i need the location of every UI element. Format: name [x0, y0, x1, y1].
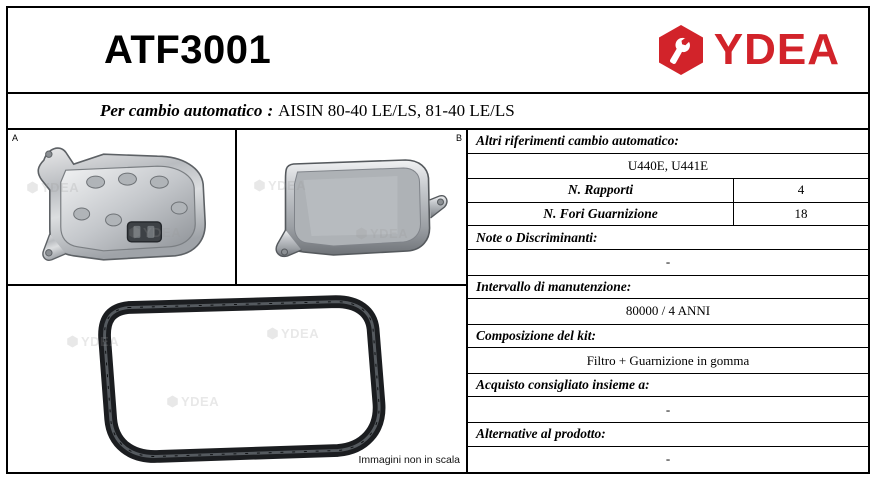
spec-row-gasket-holes	[468, 203, 868, 227]
spec-value-notes: -	[468, 250, 868, 275]
watermark-label: YDEA	[181, 394, 220, 409]
spec-value-recommended-purchase: -	[468, 397, 868, 422]
spec-label-recommended-purchase: Acquisto consigliato insieme a:	[468, 374, 868, 398]
spec-label-maintenance-interval: Intervallo di manutenzione:	[468, 276, 868, 300]
product-image-gasket	[8, 286, 466, 472]
spec-value-gear-count: 4	[797, 182, 805, 198]
spec-label-notes: Note o Discriminanti:	[468, 226, 868, 250]
brand-name: YDEA	[713, 25, 840, 74]
body	[8, 130, 868, 472]
image-a-label: A	[12, 133, 19, 143]
brand-logo	[654, 23, 840, 77]
spec-value-alternatives: -	[665, 451, 671, 467]
watermark-label: YDEA	[281, 326, 320, 341]
spec-label-other-references: Altri riferimenti cambio automatico:	[468, 130, 868, 154]
header	[8, 8, 868, 94]
spec-value-kit-composition: Filtro + Guarnizione in gomma	[468, 348, 868, 373]
spec-label-gasket-holes: N. Fori Guarnizione	[468, 203, 734, 226]
application-value: AISIN 80-40 LE/LS, 81-40 LE/LS	[278, 101, 515, 120]
product-image-b	[237, 130, 466, 284]
watermark-label: YDEA	[41, 180, 80, 195]
spec-value-other-references: U440E, U441E	[468, 154, 868, 179]
spec-label-gear-count: N. Rapporti	[468, 179, 734, 202]
spec-value-maintenance-interval: 80000 / 4 ANNI	[468, 299, 868, 324]
product-code: ATF3001	[104, 28, 272, 72]
watermark-label: YDEA	[370, 226, 409, 241]
image-panel	[8, 130, 468, 472]
product-image-a	[8, 130, 237, 284]
spec-label-alternatives: Alternative al prodotto:	[468, 423, 868, 447]
application-line	[8, 94, 868, 130]
spec-row-gear-count	[468, 179, 868, 203]
watermark-label: YDEA	[81, 334, 120, 349]
scale-note: Immagini non in scala	[358, 454, 460, 466]
image-row-top	[8, 130, 466, 286]
watermark-label: YDEA	[268, 178, 307, 193]
application-label: Per cambio automatico	[100, 101, 263, 120]
watermark-label: YDEA	[143, 225, 182, 240]
spec-label-kit-composition: Composizione del kit:	[468, 325, 868, 349]
image-b-label: B	[455, 133, 462, 143]
specs-table	[468, 130, 868, 472]
wrench-hexagon-icon	[654, 23, 708, 77]
spec-value-gasket-holes: 18	[794, 206, 808, 222]
sheet-border	[6, 6, 870, 474]
application-separator: :	[267, 101, 274, 120]
